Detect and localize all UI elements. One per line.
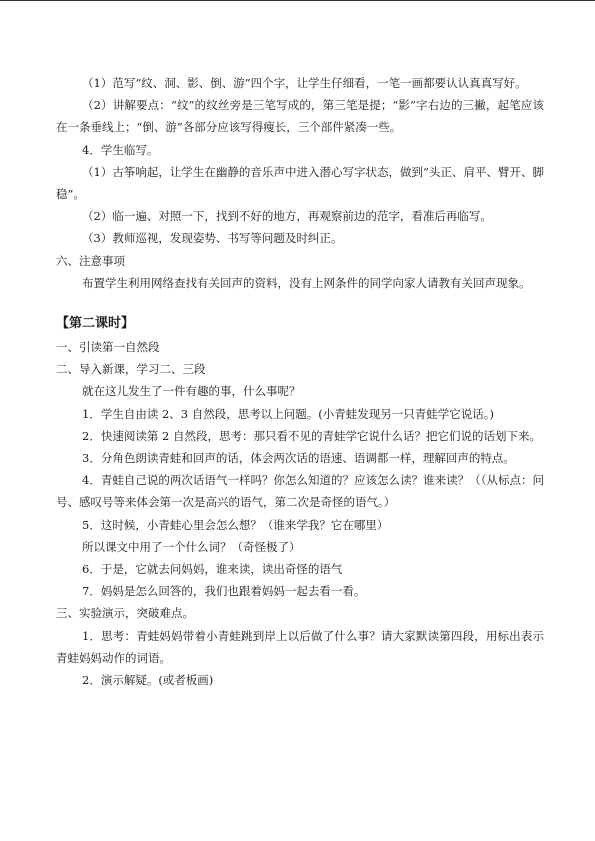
paragraph: 1．思考：青蛙妈妈带着小青蛙跳到岸上以后做了什么事？请大家默读第四段，用标出表示青蛙妈妈动作的词语。 [56, 628, 544, 665]
paragraph: 7．妈妈是怎么回答的，我们也跟着妈妈一起去看一看。 [82, 584, 366, 599]
paragraph: （1）范写“纹、洞、影、倒、游”四个字，让学生仔细看，一笔一画都要认认真真写好。 [82, 76, 527, 90]
paragraph: （3）教师巡视，发现姿势、书写等问题及时纠正。 [82, 231, 343, 246]
document-body [56, 72, 544, 691]
section-heading: 六、注意事项 [56, 253, 125, 268]
paragraph: 5．这时候，小青蛙心里会怎么想？（谁来学我？它在哪里） [82, 517, 389, 532]
paragraph: 2．快速阅读第 2 自然段，思考：那只看不见的青蛙学它说什么话？把它们说的话划下来。 [82, 428, 541, 443]
paragraph: 3．分角色朗读青蛙和回声的话，体会两次话的语速、语调都一样，理解回声的特点。 [82, 451, 515, 466]
paragraph: 6．于是，它就去问妈妈，谁来读，读出奇怪的语气 [82, 562, 343, 577]
spacer [56, 294, 544, 312]
paragraph: 4．学生临写。 [82, 142, 159, 157]
section-heading: 三、实验演示，突破难点。 [56, 606, 194, 621]
paragraph: 就在这儿发生了一件有趣的事，什么事呢？ [82, 384, 301, 399]
paragraph: 布置学生利用网络查找有关回声的资料，没有上网条件的同学向家人请教有关回声现象。 [82, 275, 531, 290]
paragraph: （2）临一遍、对照一下，找到不好的地方，再观察前边的范字，看准后再临写。 [82, 209, 492, 224]
paragraph: 4．青蛙自己说的两次话语气一样吗？你怎么知道的？应该怎么读？谁来读？（（从标点：问号、感叹号等来体会第一次是高兴的语气，第二次是奇怪的语气。） [56, 473, 544, 510]
paragraph: 所以课文中用了一个什么词？（奇怪极了） [82, 539, 301, 554]
paragraph: （2）讲解要点：“纹”的纹丝旁是三笔写成的，第三笔是提；“影”字右边的三撇，起笔应该在一条垂线上；“倒、游”各部分应该写得瘦长，三个部件紧凑一些。 [56, 98, 544, 135]
lesson-heading: 【第二课时】 [56, 316, 135, 332]
paragraph: （1）古筝响起，让学生在幽静的音乐声中进入潜心写字状态，做到“头正、肩平、臂开、脚稳”。 [56, 164, 544, 202]
paragraph: 2．演示解疑。(或者板画) [82, 673, 214, 688]
paragraph: 1．学生自由读 2、3 自然段，思考以上问题。(小青蛙发现另一只青蛙学它说话。) [82, 406, 494, 421]
page-top-border [0, 0, 595, 1]
section-heading: 一、引读第一自然段 [56, 340, 160, 355]
section-heading: 二、导入新课，学习二、三段 [56, 362, 206, 377]
